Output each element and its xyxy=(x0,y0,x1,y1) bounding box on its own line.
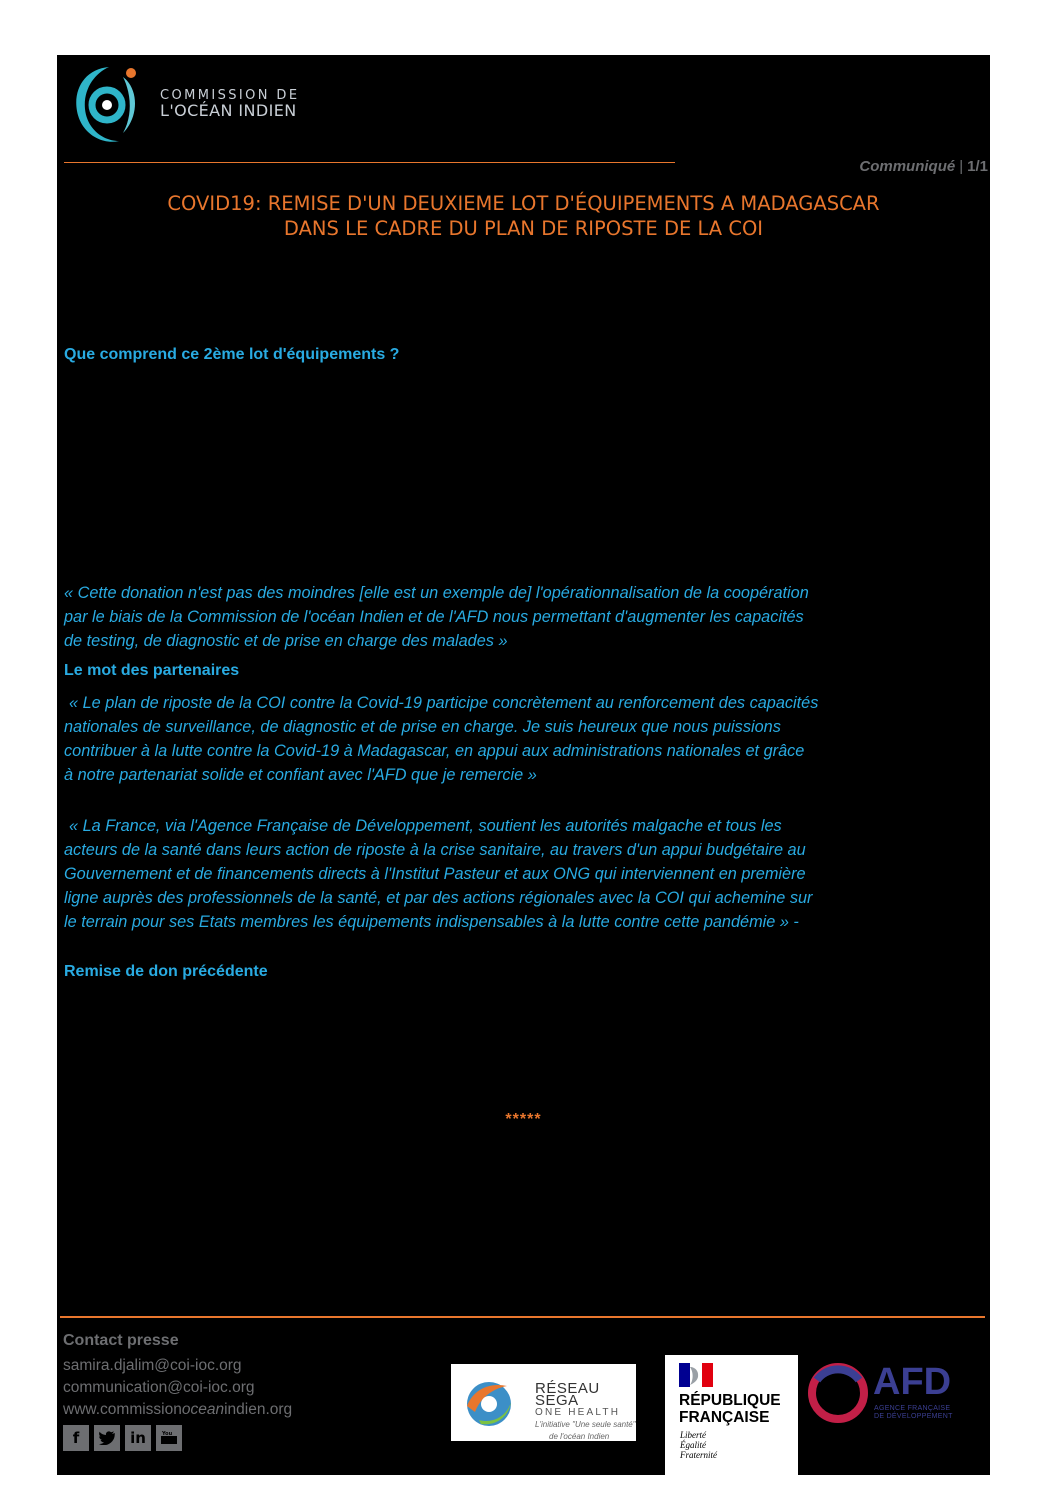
quote-ministry xyxy=(64,581,983,653)
quote-line: nationales de surveillance, de diagnostic et de prise en charge. Je suis heureux que nous puissions xyxy=(64,718,781,736)
section-heading-equipment: Que comprend ce 2ème lot d'équipements ? xyxy=(64,346,400,363)
afd-subtitle xyxy=(874,1405,953,1421)
republique-francaise-logo xyxy=(665,1355,798,1475)
quote-line: contribuer à la lutte contre la Covid-19 à Madagascar, en appui aux administrations nationales et grâce xyxy=(64,742,805,760)
document-page xyxy=(57,55,990,1475)
quote-line: « La France, via l'Agence Française de Développement, soutient les autorités malgache et tous les xyxy=(69,817,782,835)
quote-line: Gouvernement et de financements directs à l'Institut Pasteur et aux ONG qui interviennent en première xyxy=(64,865,806,883)
rf-motto2: Égalité xyxy=(680,1440,706,1450)
quote-france xyxy=(64,814,983,934)
quote-line: le terrain pour ses Etats membres les équipements indispensables à la lutte contre cette pandémie » - xyxy=(64,913,799,931)
quote-line: acteurs de la santé dans leurs action de riposte à la crise sanitaire, au travers d'un appui budgétaire au xyxy=(64,841,806,859)
org-name-line2: L'OCÉAN INDIEN xyxy=(160,101,297,120)
sega-line4: de l'océan Indien xyxy=(549,1432,610,1441)
rf-line2: FRANÇAISE xyxy=(679,1409,770,1426)
website-prefix: www.commission xyxy=(63,1401,182,1418)
quote-line: de testing, de diagnostic et de prise en charge des malades » xyxy=(64,632,508,650)
facebook-icon[interactable]: f xyxy=(63,1425,89,1451)
header-divider xyxy=(64,162,675,163)
press-contact-title: Contact presse xyxy=(63,1332,179,1349)
afd-logo xyxy=(805,1360,975,1440)
sega-line2: ONE HEALTH xyxy=(535,1407,621,1418)
communication-email-link[interactable]: communication@coi-ioc.org xyxy=(63,1379,255,1396)
document-type-label xyxy=(859,158,988,175)
rf-text xyxy=(679,1392,781,1426)
coi-logo-icon xyxy=(69,63,141,147)
doc-type-separator: | xyxy=(959,158,964,175)
rf-line1: RÉPUBLIQUE xyxy=(679,1392,781,1409)
rf-motto3: Fraternité xyxy=(680,1450,717,1460)
quote-line: par le biais de la Commission de l'océan Indien et de l'AFD nous permettant d'augmenter les capacités xyxy=(64,608,804,626)
organization-name xyxy=(160,88,299,118)
org-name-line1: COMMISSION DE xyxy=(160,88,300,103)
website-italic: ocean xyxy=(181,1401,225,1418)
footer-divider xyxy=(60,1316,985,1318)
afd-sub2: DE DÉVELOPPEMENT xyxy=(874,1413,953,1420)
contact-email-link[interactable]: samira.djalim@coi-ioc.org xyxy=(63,1357,242,1374)
quote-line: « Cette donation n'est pas des moindres [elle est un exemple de] l'opérationnalisation de la coopération xyxy=(64,584,809,602)
quote-line: à notre partenariat solide et confiant avec l'AFD que je remercie » xyxy=(64,766,537,784)
title-line1: COVID19: REMISE D'UN DEUXIEME LOT D'ÉQUIPEMENTS A MADAGASCAR xyxy=(167,192,880,215)
quote-line: « Le plan de riposte de la COI contre la Covid-19 participe concrètement au renforcement des capacités xyxy=(69,694,819,712)
sega-line1: RÉSEAU SEGA xyxy=(535,1380,600,1409)
twitter-icon[interactable] xyxy=(94,1425,120,1451)
marianne-icon xyxy=(679,1363,713,1387)
social-links xyxy=(63,1425,182,1451)
doc-type: Communiqué xyxy=(859,158,956,175)
sega-globe-icon xyxy=(459,1376,529,1430)
title-line2: DANS LE CADRE DU PLAN DE RIPOSTE DE LA COI xyxy=(283,217,764,240)
rf-motto1: Liberté xyxy=(680,1430,706,1440)
rf-motto xyxy=(680,1430,717,1460)
sega-line3: L'initiative "Une seule santé" xyxy=(535,1420,636,1429)
section-heading-previous-donation: Remise de don précédente xyxy=(64,963,268,980)
quote-line: ligne auprès des professionnels de la santé, et par des actions régionales avec la COI qui achemine sur xyxy=(64,889,813,907)
sega-logo-text xyxy=(535,1380,636,1443)
page-title xyxy=(57,191,990,241)
website-suffix: indien.org xyxy=(224,1401,293,1418)
section-heading-partners: Le mot des partenaires xyxy=(64,662,240,679)
afd-sub1: AGENCE FRANÇAISE xyxy=(874,1405,951,1412)
section-separator-stars: ***** xyxy=(505,1111,542,1128)
page-number: 1/1 xyxy=(967,158,988,175)
quote-coi xyxy=(64,691,983,787)
afd-wordmark: AFD xyxy=(873,1361,952,1403)
reseau-sega-logo xyxy=(451,1364,636,1441)
youtube-icon[interactable] xyxy=(156,1425,182,1451)
svg-text:You: You xyxy=(162,1431,173,1437)
website-link[interactable] xyxy=(63,1399,292,1421)
linkedin-icon[interactable]: in xyxy=(125,1425,151,1451)
afd-ring-icon xyxy=(805,1360,871,1426)
